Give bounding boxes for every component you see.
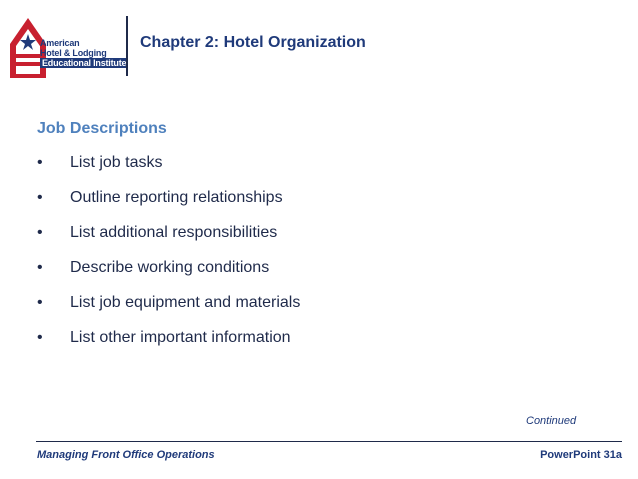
bullet-text: List job tasks	[70, 154, 163, 171]
header-divider	[126, 16, 128, 76]
logo-line-1: American	[40, 38, 80, 48]
section-title: Job Descriptions	[37, 120, 167, 137]
bullet-item	[37, 189, 300, 224]
footer-divider	[36, 441, 622, 442]
bullet-item	[37, 259, 300, 294]
footer-course-title: Managing Front Office Operations	[37, 449, 215, 461]
bullet-dot: •	[37, 294, 43, 311]
bullet-dot: •	[37, 224, 43, 241]
bullet-text: Outline reporting relationships	[70, 189, 283, 206]
bullet-text: List additional responsibilities	[70, 224, 278, 241]
footer-slide-number: PowerPoint 31a	[540, 449, 622, 461]
ahlei-logo	[8, 14, 127, 80]
chapter-title: Chapter 2: Hotel Organization	[140, 34, 366, 51]
bullet-list	[37, 154, 300, 364]
continued-label: Continued	[526, 415, 577, 427]
bullet-dot: •	[37, 329, 43, 346]
bullet-text: List other important information	[70, 329, 291, 346]
bullet-text: List job equipment and materials	[70, 294, 301, 311]
bullet-dot: •	[37, 154, 43, 171]
logo-line-3: Educational Institute	[42, 58, 127, 68]
bullet-dot: •	[37, 189, 43, 206]
bullet-text: Describe working conditions	[70, 259, 270, 276]
bullet-item	[37, 294, 300, 329]
bullet-item	[37, 224, 300, 259]
logo-line-2: Hotel & Lodging	[40, 48, 107, 58]
bullet-item	[37, 154, 300, 189]
bullet-item	[37, 329, 300, 364]
bullet-dot: •	[37, 259, 43, 276]
